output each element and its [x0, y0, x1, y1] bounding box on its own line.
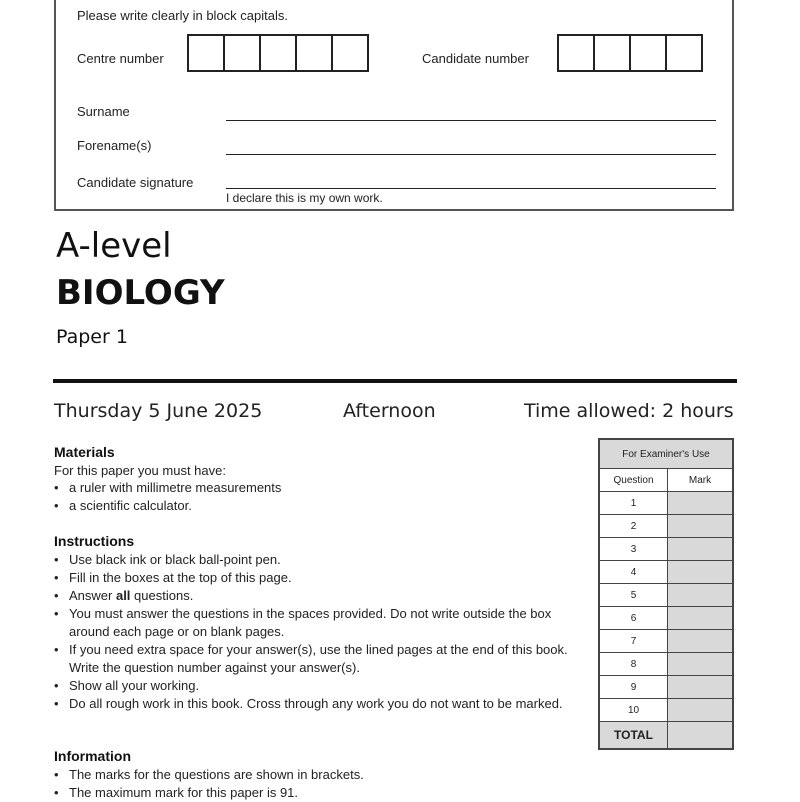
information-list — [54, 766, 594, 802]
candidate-number-digit-box[interactable] — [557, 34, 595, 72]
centre-number-digit-box[interactable] — [331, 34, 369, 72]
list-item: • a ruler with millimetre measurements — [54, 479, 594, 497]
total-label: TOTAL — [600, 722, 668, 748]
mark-cell — [668, 561, 732, 583]
time-allowed: Time allowed: 2 hours — [524, 400, 734, 422]
examiner-use-table — [598, 438, 734, 750]
question-number: 2 — [600, 515, 668, 537]
surname-line[interactable] — [226, 120, 716, 121]
mark-cell — [668, 630, 732, 652]
candidate-number-boxes[interactable] — [559, 34, 703, 72]
title-divider — [53, 379, 737, 383]
question-number: 3 — [600, 538, 668, 560]
mark-column-header: Mark — [668, 469, 732, 491]
exam-date: Thursday 5 June 2025 — [54, 400, 263, 422]
paper-number: Paper 1 — [56, 326, 128, 348]
table-row — [600, 561, 732, 584]
question-number: 5 — [600, 584, 668, 606]
materials-section — [54, 444, 594, 515]
centre-number-digit-box[interactable] — [259, 34, 297, 72]
information-section — [54, 748, 594, 802]
exam-session: Afternoon — [343, 400, 436, 422]
examiner-table-title: For Examiner's Use — [600, 440, 732, 469]
total-row — [600, 722, 732, 748]
candidate-number-digit-box[interactable] — [629, 34, 667, 72]
list-item: • Answer all questions. — [54, 587, 579, 605]
question-number: 6 — [600, 607, 668, 629]
mark-cell — [668, 515, 732, 537]
centre-number-digit-box[interactable] — [223, 34, 261, 72]
signature-line[interactable] — [226, 188, 716, 189]
table-row — [600, 492, 732, 515]
signature-label: Candidate signature — [77, 175, 194, 190]
forenames-line[interactable] — [226, 154, 716, 155]
block-capitals-instruction: Please write clearly in block capitals. — [77, 8, 288, 23]
question-number: 1 — [600, 492, 668, 514]
declaration-text: I declare this is my own work. — [226, 191, 383, 205]
subject-title: BIOLOGY — [56, 273, 225, 313]
centre-number-digit-box[interactable] — [187, 34, 225, 72]
surname-label: Surname — [77, 104, 130, 119]
question-number: 8 — [600, 653, 668, 675]
list-item: • The maximum mark for this paper is 91. — [54, 784, 594, 802]
list-item: • If you need extra space for your answer(s), use the lined pages at the end of this book. Write the question number against your answer(s). — [54, 641, 579, 677]
mark-cell — [668, 492, 732, 514]
table-row — [600, 676, 732, 699]
candidate-number-digit-box[interactable] — [593, 34, 631, 72]
qualification-level: A-level — [56, 226, 172, 266]
table-row — [600, 515, 732, 538]
table-row — [600, 607, 732, 630]
mark-cell — [668, 699, 732, 721]
table-row — [600, 538, 732, 561]
list-item: • The marks for the questions are shown in brackets. — [54, 766, 594, 784]
centre-number-digit-box[interactable] — [295, 34, 333, 72]
instructions-heading: Instructions — [54, 533, 135, 549]
mark-cell — [668, 653, 732, 675]
candidate-number-digit-box[interactable] — [665, 34, 703, 72]
mark-cell — [668, 584, 732, 606]
table-row — [600, 584, 732, 607]
centre-number-label: Centre number — [77, 51, 164, 66]
examiner-table-header-row — [600, 469, 732, 492]
list-item: • Fill in the boxes at the top of this page. — [54, 569, 579, 587]
list-item: • Show all your working. — [54, 677, 579, 695]
information-heading: Information — [54, 748, 131, 764]
list-item: • Do all rough work in this book. Cross through any work you do not want to be marked. — [54, 695, 579, 713]
list-item: • Use black ink or black ball-point pen. — [54, 551, 579, 569]
table-row — [600, 699, 732, 722]
mark-cell — [668, 607, 732, 629]
candidate-details-box — [54, 0, 734, 211]
mark-cell — [668, 676, 732, 698]
table-row — [600, 630, 732, 653]
forenames-label: Forename(s) — [77, 138, 152, 153]
candidate-number-label: Candidate number — [422, 51, 529, 66]
total-mark-cell — [668, 722, 732, 748]
materials-heading: Materials — [54, 444, 115, 460]
list-item: • You must answer the questions in the spaces provided. Do not write outside the box around each page or on blank pages. — [54, 605, 579, 641]
question-number: 4 — [600, 561, 668, 583]
question-column-header: Question — [600, 469, 668, 491]
list-item: • a scientific calculator. — [54, 497, 594, 515]
materials-intro: For this paper you must have: — [54, 463, 226, 478]
question-number: 7 — [600, 630, 668, 652]
instructions-section — [54, 533, 579, 713]
mark-cell — [668, 538, 732, 560]
centre-number-boxes[interactable] — [189, 34, 369, 72]
instructions-list — [54, 551, 579, 713]
question-number: 9 — [600, 676, 668, 698]
question-number: 10 — [600, 699, 668, 721]
table-row — [600, 653, 732, 676]
materials-list — [54, 479, 594, 515]
